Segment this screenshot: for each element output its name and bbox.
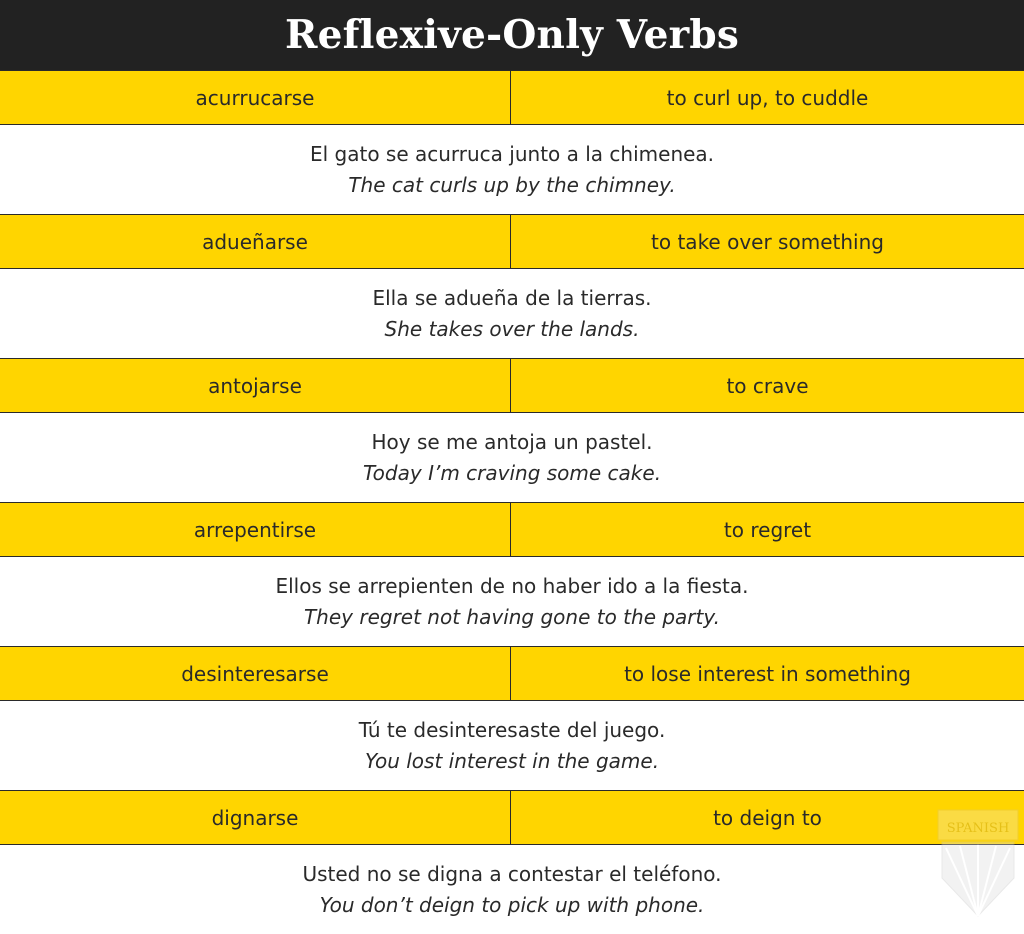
verb-cell: dignarse bbox=[0, 791, 511, 844]
example-english: You lost interest in the game. bbox=[364, 748, 660, 773]
verb-row bbox=[0, 646, 1024, 701]
meaning-cell: to take over something bbox=[651, 229, 884, 254]
verb-row bbox=[0, 790, 1024, 845]
title-bar bbox=[0, 0, 1024, 70]
verb-cell: arrepentirse bbox=[0, 503, 511, 556]
verb-row bbox=[0, 214, 1024, 269]
page-title: Reflexive-Only Verbs bbox=[284, 12, 739, 58]
example-english: Today I’m craving some cake. bbox=[362, 460, 662, 485]
verb-row bbox=[0, 358, 1024, 413]
verb-table bbox=[0, 70, 1024, 934]
example-spanish: Ellos se arrepienten de no haber ido a la fiesta. bbox=[275, 573, 749, 598]
example-english: You don’t deign to pick up with phone. bbox=[319, 892, 705, 917]
example-row bbox=[0, 413, 1024, 502]
example-spanish: Hoy se me antoja un pastel. bbox=[371, 429, 653, 454]
verb-cell: antojarse bbox=[0, 359, 511, 412]
meaning-cell: to curl up, to cuddle bbox=[666, 85, 869, 110]
meaning-cell: to deign to bbox=[713, 805, 822, 830]
example-row bbox=[0, 845, 1024, 934]
watermark-label: SPANISH bbox=[946, 821, 1010, 836]
spanish-shield-logo-icon bbox=[936, 808, 1020, 920]
example-spanish: Ella se adueña de la tierras. bbox=[372, 285, 652, 310]
meaning-cell: to crave bbox=[726, 373, 809, 398]
example-english: The cat curls up by the chimney. bbox=[348, 172, 676, 197]
verb-row bbox=[0, 502, 1024, 557]
example-spanish: El gato se acurruca junto a la chimenea. bbox=[309, 141, 715, 166]
verb-cell: desinteresarse bbox=[0, 647, 511, 700]
example-row bbox=[0, 701, 1024, 790]
example-row bbox=[0, 125, 1024, 214]
example-english: She takes over the lands. bbox=[384, 316, 640, 341]
example-spanish: Tú te desinteresaste del juego. bbox=[358, 717, 666, 742]
example-spanish: Usted no se digna a contestar el teléfono. bbox=[302, 861, 722, 886]
verb-cell: adueñarse bbox=[0, 215, 511, 268]
verb-row bbox=[0, 70, 1024, 125]
example-row bbox=[0, 557, 1024, 646]
example-english: They regret not having gone to the party. bbox=[303, 604, 721, 629]
meaning-cell: to lose interest in something bbox=[624, 661, 911, 686]
example-row bbox=[0, 269, 1024, 358]
meaning-cell: to regret bbox=[723, 517, 812, 542]
verb-cell: acurrucarse bbox=[0, 71, 511, 124]
